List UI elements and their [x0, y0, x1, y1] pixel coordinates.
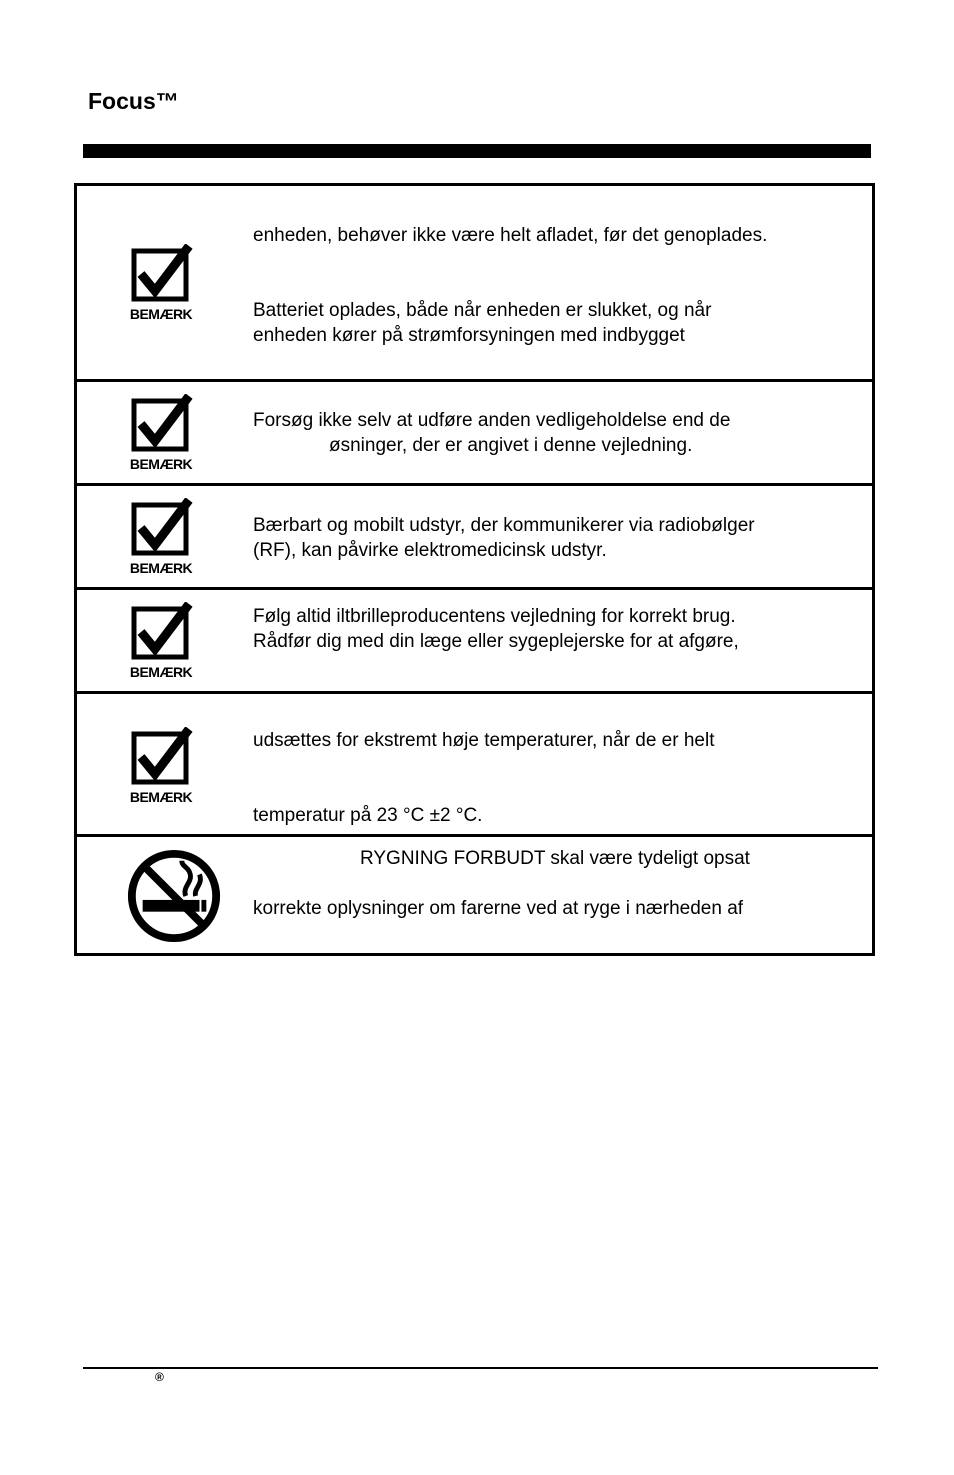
note-row [77, 382, 872, 486]
note-label: BEMÆRK [129, 789, 193, 805]
note-icon [125, 602, 197, 680]
no-smoking-icon [125, 847, 223, 945]
note-text: enheden, behøver ikke være helt afladet, før det genoplades. Batteriet oplades, både når enheden er slukket, og når enheden kører på strømforsyningen med indbygget [253, 225, 768, 346]
check-icon [129, 602, 193, 662]
note-label: BEMÆRK [129, 560, 193, 576]
note-icon [125, 498, 197, 576]
note-icon [125, 244, 197, 322]
note-icon [125, 727, 197, 805]
note-row [77, 837, 872, 953]
note-text: udsættes for ekstremt høje temperaturer, når de er helt temperatur på 23 °C ±2 °C. [253, 730, 715, 826]
note-text: Forsøg ikke selv at udføre anden vedligeholdelse end de øsninger, der er angivet i denne vejledning. [253, 410, 731, 456]
note-text: Bærbart og mobilt udstyr, der kommunikerer via radiobølger (RF), kan påvirke elektromedicinsk udstyr. [253, 515, 755, 561]
registered-mark: ® [155, 1370, 164, 1384]
note-text: Følg altid iltbrilleproducentens vejledning for korrekt brug. Rådfør dig med din læge eller sygeplejerske for at afgøre, [253, 606, 739, 652]
note-row [77, 590, 872, 694]
document-title: Focus™ [88, 88, 179, 114]
check-icon [129, 244, 193, 304]
notes-table [74, 183, 875, 956]
check-icon [129, 394, 193, 454]
header-rule [83, 144, 871, 158]
note-row [77, 486, 872, 590]
check-icon [129, 727, 193, 787]
footer-rule [83, 1367, 878, 1369]
note-label: BEMÆRK [129, 456, 193, 472]
check-icon [129, 498, 193, 558]
note-text: RYGNING FORBUDT skal være tydeligt opsat korrekte oplysninger om farerne ved at ryge i nærheden af [253, 848, 750, 919]
note-icon [125, 394, 197, 472]
note-label: BEMÆRK [129, 664, 193, 680]
note-icon [125, 847, 197, 945]
note-row [77, 694, 872, 837]
note-label: BEMÆRK [129, 306, 193, 322]
note-row [77, 186, 872, 382]
